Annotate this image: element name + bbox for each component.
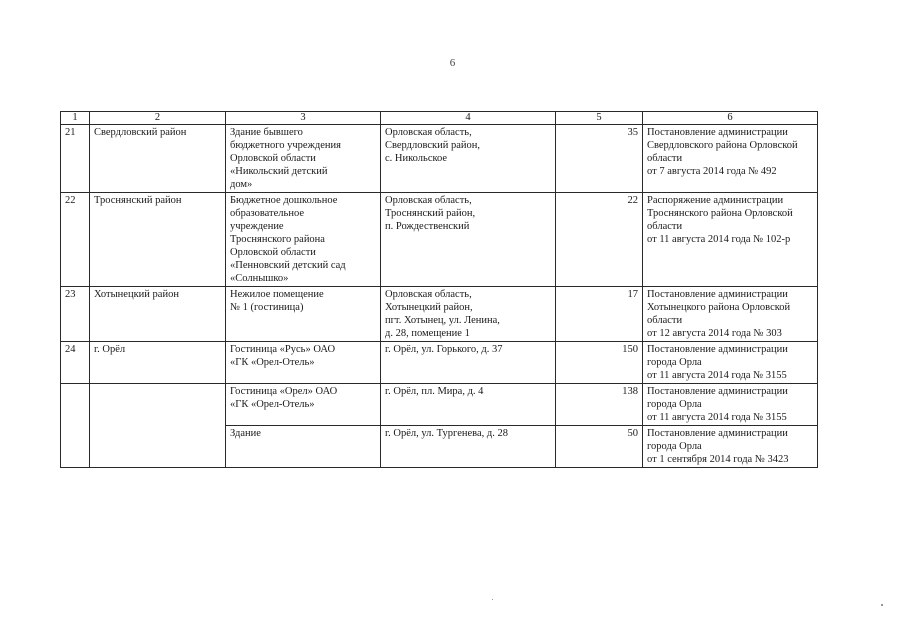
count-cell: 138 bbox=[556, 384, 643, 426]
document-line: области bbox=[647, 153, 683, 164]
object-line: бюджетного учреждения bbox=[230, 140, 341, 151]
object-line: образовательное bbox=[230, 208, 304, 219]
document-cell bbox=[643, 125, 818, 193]
object-line: Здание bbox=[230, 428, 261, 439]
document-line: Троснянского района Орловской bbox=[647, 208, 793, 219]
column-header-6: 6 bbox=[643, 112, 818, 125]
address-line: г. Орёл, ул. Тургенева, д. 28 bbox=[385, 428, 508, 439]
document-cell bbox=[643, 426, 818, 468]
count-cell: 150 bbox=[556, 342, 643, 384]
document-line: области bbox=[647, 315, 683, 326]
row-number: 22 bbox=[61, 193, 90, 287]
object-line: «Пенновский детский сад bbox=[230, 260, 346, 271]
object-line: № 1 (гостиница) bbox=[230, 302, 304, 313]
scan-speck bbox=[881, 604, 883, 606]
row-number bbox=[61, 426, 90, 468]
document-line: от 11 августа 2014 года № 102-р bbox=[647, 234, 791, 245]
address-line: Орловская область, bbox=[385, 289, 472, 300]
object-line: Здание бывшего bbox=[230, 127, 303, 138]
row-number: 21 bbox=[61, 125, 90, 193]
scan-speck bbox=[492, 599, 493, 600]
district-cell bbox=[90, 384, 226, 426]
document-line: Распоряжение администрации bbox=[647, 195, 784, 206]
table-row bbox=[61, 342, 818, 384]
document-line: Постановление администрации bbox=[647, 428, 788, 439]
address-cell bbox=[381, 193, 556, 287]
document-line: города Орла bbox=[647, 399, 702, 410]
document-line: от 7 августа 2014 года № 492 bbox=[647, 166, 777, 177]
object-cell bbox=[226, 287, 381, 342]
address-cell bbox=[381, 384, 556, 426]
table-header-row bbox=[61, 112, 818, 125]
document-line: от 12 августа 2014 года № 303 bbox=[647, 328, 782, 339]
table-row bbox=[61, 287, 818, 342]
district-cell bbox=[90, 426, 226, 468]
object-line: «ГК «Орел-Отель» bbox=[230, 357, 315, 368]
object-cell bbox=[226, 426, 381, 468]
object-line: Орловской области bbox=[230, 153, 316, 164]
document-cell bbox=[643, 287, 818, 342]
count-cell: 17 bbox=[556, 287, 643, 342]
document-line: города Орла bbox=[647, 441, 702, 452]
table-row bbox=[61, 125, 818, 193]
address-line: Орловская область, bbox=[385, 195, 472, 206]
row-number bbox=[61, 384, 90, 426]
district-cell: Свердловский район bbox=[90, 125, 226, 193]
document-line: от 1 сентября 2014 года № 3423 bbox=[647, 454, 789, 465]
objects-table bbox=[60, 111, 818, 468]
column-header-2: 2 bbox=[90, 112, 226, 125]
count-cell: 22 bbox=[556, 193, 643, 287]
row-number: 24 bbox=[61, 342, 90, 384]
address-line: пгт. Хотынец, ул. Ленина, bbox=[385, 315, 500, 326]
address-line: с. Никольское bbox=[385, 153, 448, 164]
document-line: Постановление администрации bbox=[647, 344, 788, 355]
object-line: учреждение bbox=[230, 221, 284, 232]
district-cell: Хотынецкий район bbox=[90, 287, 226, 342]
column-header-1: 1 bbox=[61, 112, 90, 125]
document-line: города Орла bbox=[647, 357, 702, 368]
address-line: Троснянский район, bbox=[385, 208, 476, 219]
district-cell: Троснянский район bbox=[90, 193, 226, 287]
object-line: «Никольский детский bbox=[230, 166, 328, 177]
address-line: п. Рождественский bbox=[385, 221, 470, 232]
count-cell: 35 bbox=[556, 125, 643, 193]
object-line: Троснянского района bbox=[230, 234, 325, 245]
column-header-4: 4 bbox=[381, 112, 556, 125]
object-cell bbox=[226, 384, 381, 426]
document-line: Постановление администрации bbox=[647, 127, 788, 138]
object-line: «ГК «Орел-Отель» bbox=[230, 399, 315, 410]
district-cell: г. Орёл bbox=[90, 342, 226, 384]
column-header-5: 5 bbox=[556, 112, 643, 125]
object-line: «Солнышко» bbox=[230, 273, 289, 284]
document-line: от 11 августа 2014 года № 3155 bbox=[647, 370, 787, 381]
object-cell bbox=[226, 342, 381, 384]
address-cell bbox=[381, 125, 556, 193]
document-line: Постановление администрации bbox=[647, 386, 788, 397]
address-cell bbox=[381, 342, 556, 384]
address-cell bbox=[381, 426, 556, 468]
address-line: Орловская область, bbox=[385, 127, 472, 138]
object-line: Гостиница «Орел» ОАО bbox=[230, 386, 338, 397]
address-cell bbox=[381, 287, 556, 342]
address-line: Свердловский район, bbox=[385, 140, 481, 151]
column-header-3: 3 bbox=[226, 112, 381, 125]
table-row bbox=[61, 193, 818, 287]
address-line: г. Орёл, ул. Горького, д. 37 bbox=[385, 344, 503, 355]
object-line: Нежилое помещение bbox=[230, 289, 324, 300]
document-line: области bbox=[647, 221, 683, 232]
document-cell bbox=[643, 342, 818, 384]
document-line: от 11 августа 2014 года № 3155 bbox=[647, 412, 787, 423]
document-cell bbox=[643, 193, 818, 287]
address-line: г. Орёл, пл. Мира, д. 4 bbox=[385, 386, 484, 397]
table-row bbox=[61, 384, 818, 426]
document-line: Хотынецкого района Орловской bbox=[647, 302, 791, 313]
page-number: 6 bbox=[449, 57, 456, 69]
document-cell bbox=[643, 384, 818, 426]
object-line: Гостиница «Русь» ОАО bbox=[230, 344, 336, 355]
object-line: Орловской области bbox=[230, 247, 316, 258]
object-cell bbox=[226, 125, 381, 193]
object-line: дом» bbox=[230, 179, 253, 190]
table-row bbox=[61, 426, 818, 468]
object-cell bbox=[226, 193, 381, 287]
address-line: Хотынецкий район, bbox=[385, 302, 473, 313]
object-line: Бюджетное дошкольное bbox=[230, 195, 338, 206]
count-cell: 50 bbox=[556, 426, 643, 468]
address-line: д. 28, помещение 1 bbox=[385, 328, 470, 339]
row-number: 23 bbox=[61, 287, 90, 342]
document-line: Постановление администрации bbox=[647, 289, 788, 300]
document-line: Свердловского района Орловской bbox=[647, 140, 798, 151]
